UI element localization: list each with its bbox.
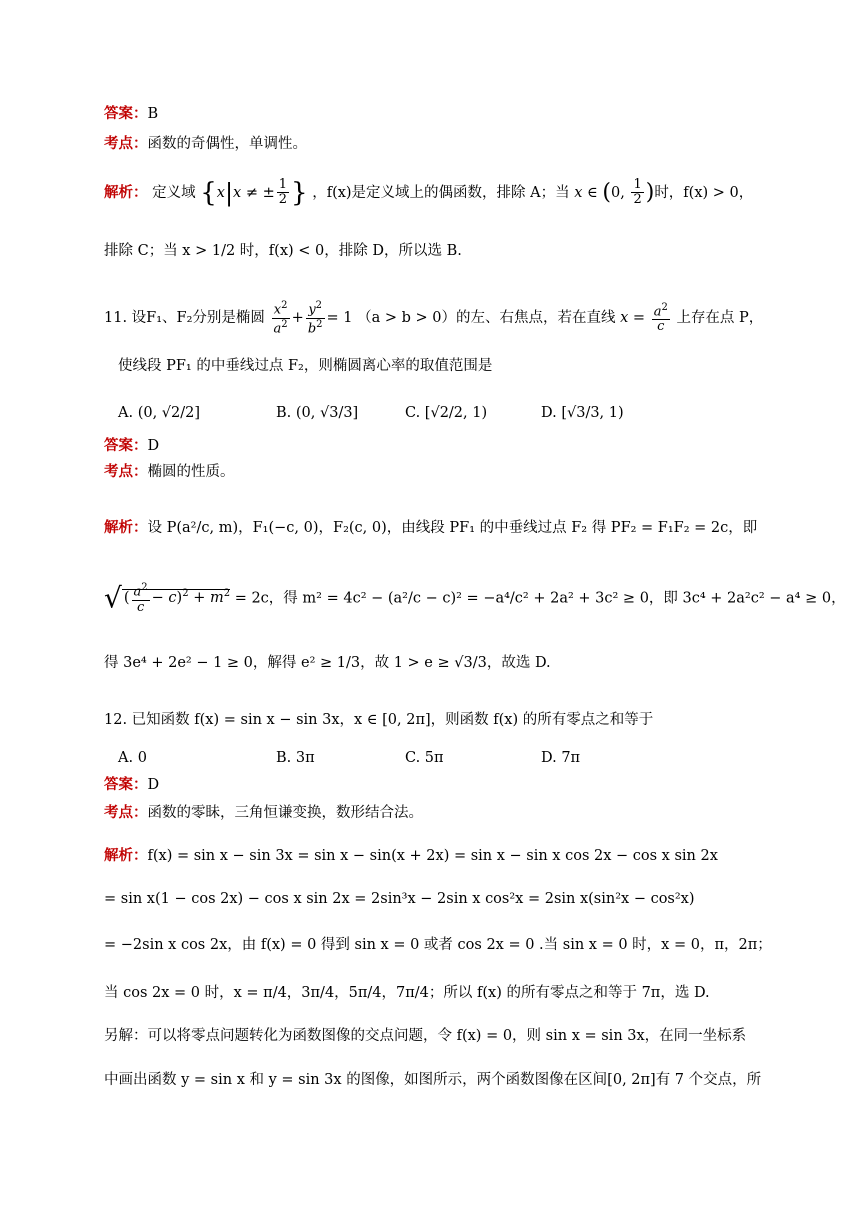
q11-analysis-line1: 解析：设 P(a²/c, m)，F₁(−c, 0)，F₂(c, 0)，由线段 PF₁ 的中垂线过点 F₂ 得 PF₂ = F₁F₂ = 2c，即 (104, 519, 758, 536)
q12-analysis-line4: 当 cos 2x = 0 时，x = π/4，3π/4，5π/4，7π/4；所以 f(x) 的所有零点之和等于 7π，选 D. (104, 985, 710, 1001)
q11-topic: 考点：椭圆的性质。 (104, 463, 235, 480)
q10-analysis-line2: 排除 C；当 x > 1/2 时，f(x) < 0，排除 D，所以选 B. (104, 243, 462, 259)
q12-alt-line2: 中画出函数 y = sin x 和 y = sin 3x 的图像，如图所示，两个函数图像在区间[0, 2π]有 7 个交点，所 (104, 1072, 762, 1088)
q11-option-c: C. [√2/2, 1) (405, 405, 488, 421)
q12-option-c: C. 5π (405, 750, 444, 766)
q12-analysis-line1: 解析：f(x) = sin x − sin 3x = sin x − sin(x + 2x) = sin x − sin x cos 2x − cos x sin 2x (104, 847, 718, 864)
q10-analysis-line1: 解析： 定义域 {x|x ≠ ± $\frac{1}{2}$ } ，f(x)是定义域上的偶函数，排除 A；当 x ∈ (0, $\frac{1}{2}$ )时，f(x) > 0， (104, 177, 754, 208)
q12-topic: 考点：函数的零眛，三角恒谦变换，数形结合法。 (104, 804, 423, 821)
q12-option-b: B. 3π (276, 750, 315, 766)
q11-stem-line2: 使线段 PF₁ 的中垂线过点 F₂，则椭圆离心率的取值范围是 (118, 358, 493, 374)
q12-alt-line1: 另解：可以将零点问题转化为函数图像的交点问题，令 f(x) = 0，则 sin x = sin 3x，在同一坐标系 (104, 1028, 747, 1044)
q11-option-b: B. (0, √3/3] (276, 405, 359, 421)
q12-analysis-line2: = sin x(1 − cos 2x) − cos x sin 2x = 2sin³x − 2sin x cos²x = 2sin x(sin²x − cos²x) (104, 891, 695, 907)
q12-option-a: A. 0 (118, 750, 147, 766)
q12-answer: 答案：D (104, 776, 160, 793)
q11-answer: 答案：D (104, 437, 160, 454)
q11-option-a: A. (0, √2/2] (118, 405, 201, 421)
q12-option-d: D. 7π (541, 750, 581, 766)
q12-analysis-line3: = −2sin x cos 2x，由 f(x) = 0 得到 sin x = 0 或者 cos 2x = 0 .当 sin x = 0 时，x = 0，π，2π； (104, 937, 772, 953)
analysis-label: 解析 (104, 183, 133, 201)
q12-stem: 12. 已知函数 f(x) = sin x − sin 3x，x ∈ [0, 2π]，则函数 f(x) 的所有零点之和等于 (104, 712, 654, 728)
q11-analysis-line2: √ ( $\frac{a^2}{c}$ − $c)^2 + m^2 = 2c$，得 m² = 4c² − (a²/c − c)² = −a⁴/c² + 2a² + 3c² ≥ 0，即 3c⁴ + 2a²c² − a⁴ ≥ 0， (104, 581, 846, 615)
q10-topic: 考点：函数的奇偶性，单调性。 (104, 135, 307, 152)
topic-label: 考点 (104, 135, 133, 152)
q10-answer: 答案：B (104, 105, 159, 122)
answer-label: 答案 (104, 105, 133, 122)
q11-analysis-line3: 得 3e⁴ + 2e² − 1 ≥ 0，解得 e² ≥ 1/3，故 1 > e ≥ √3/3，故选 D. (104, 655, 551, 671)
q11-stem: 11. 设F₁、F₂分别是椭圆 $\frac{x^2}{a^2}$ + $\frac{y^2}{b^2}$ = 1 （a > b > 0）的左、右焦点，若在直线 x = $\frac{a^2}{c}$ 上存在点 P， (104, 300, 764, 336)
q11-option-d: D. [√3/3, 1) (541, 405, 624, 421)
